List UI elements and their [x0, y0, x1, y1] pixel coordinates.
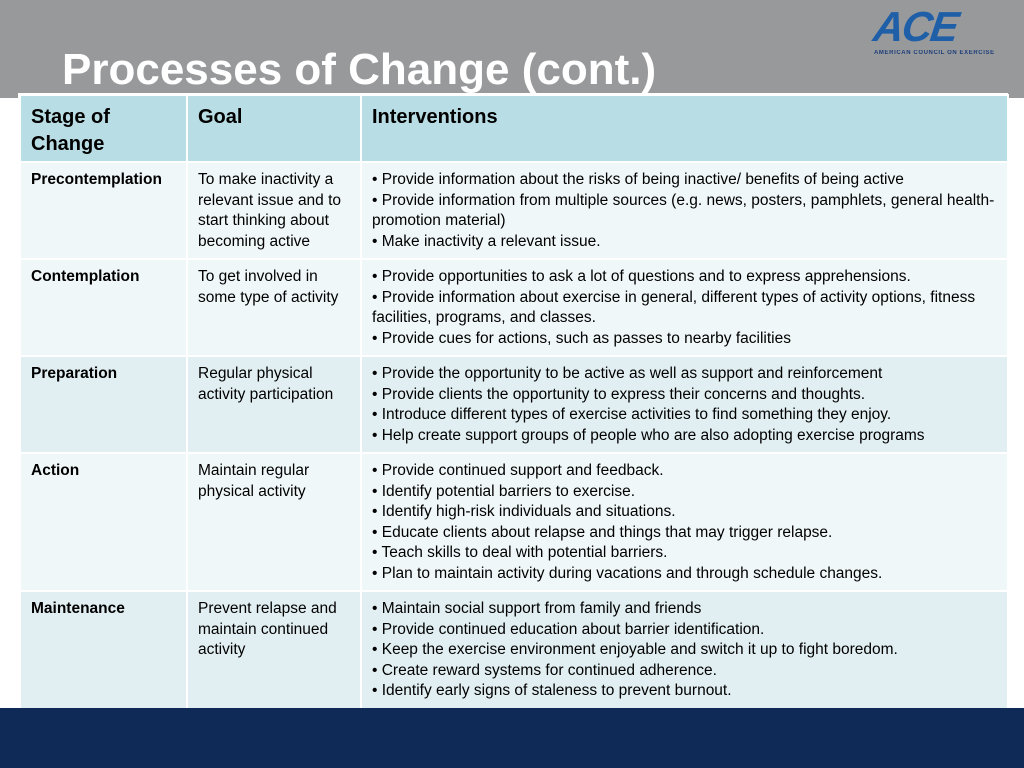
table-row: [20, 259, 1008, 356]
intervention-item: • Keep the exercise environment enjoyable and switch it up to fight boredom.: [372, 641, 898, 658]
goal-cell: Regular physical activity participation: [187, 356, 361, 453]
ace-logo-subtitle: AMERICAN COUNCIL ON EXERCISE: [874, 50, 995, 56]
intervention-item: • Provide information from multiple sources (e.g. news, posters, pamphlets, general health-promotion material): [372, 191, 995, 229]
stage-cell: Maintenance: [20, 591, 187, 709]
intervention-item: • Identify high-risk individuals and situations.: [372, 503, 676, 520]
interventions-cell: [361, 162, 1008, 259]
intervention-item: • Provide cues for actions, such as passes to nearby facilities: [372, 329, 791, 347]
table-header-row: [20, 95, 1008, 162]
stage-cell: Contemplation: [20, 259, 187, 356]
stage-cell: Action: [20, 453, 187, 591]
header-stage-of-change: Stage of Change: [20, 95, 187, 162]
intervention-item: • Provide information about exercise in general, different types of activity options, fitness facilities, programs, and classes.: [372, 288, 976, 326]
interventions-cell: [361, 591, 1008, 709]
slide-title: Processes of Change (cont.): [62, 45, 657, 94]
processes-table-wrapper: [18, 93, 1008, 711]
goal-cell: Prevent relapse and maintain continued activity: [187, 591, 361, 709]
intervention-item: • Create reward systems for continued adherence.: [372, 661, 717, 679]
table-row: [20, 453, 1008, 591]
header-goal: Goal: [187, 95, 361, 162]
intervention-item: • Help create support groups of people who are also adopting exercise programs: [372, 426, 925, 444]
goal-cell: To get involved in some type of activity: [187, 259, 361, 356]
interventions-cell: [361, 259, 1008, 356]
goal-cell: To make inactivity a relevant issue and to start thinking about becoming active: [187, 162, 361, 259]
intervention-item: • Identify early signs of staleness to prevent burnout.: [372, 682, 732, 699]
ace-logo: [870, 3, 1018, 58]
intervention-item: • Plan to maintain activity during vacations and through schedule changes.: [372, 564, 883, 582]
processes-table: [19, 94, 1009, 710]
table-row: [20, 162, 1008, 259]
interventions-cell: [361, 356, 1008, 453]
intervention-item: • Identify potential barriers to exercise.: [372, 482, 636, 500]
intervention-item: • Provide opportunities to ask a lot of questions and to express apprehensions.: [372, 268, 911, 285]
table-row: [20, 591, 1008, 709]
intervention-item: • Educate clients about relapse and things that may trigger relapse.: [372, 523, 833, 541]
intervention-item: • Provide continued education about barrier identification.: [372, 620, 765, 638]
table-row: [20, 356, 1008, 453]
footer-band: [0, 708, 1024, 768]
intervention-item: • Maintain social support from family and friends: [372, 600, 702, 617]
header-interventions: Interventions: [361, 95, 1008, 162]
intervention-item: • Make inactivity a relevant issue.: [372, 232, 601, 250]
intervention-item: • Provide the opportunity to be active as well as support and reinforcement: [372, 365, 883, 382]
stage-cell: Preparation: [20, 356, 187, 453]
goal-cell: Maintain regular physical activity: [187, 453, 361, 591]
ace-logo-text: ACE: [870, 3, 961, 50]
intervention-item: • Provide clients the opportunity to express their concerns and thoughts.: [372, 385, 866, 403]
intervention-item: • Teach skills to deal with potential barriers.: [372, 544, 668, 561]
stage-cell: Precontemplation: [20, 162, 187, 259]
intervention-item: • Provide continued support and feedback.: [372, 462, 664, 479]
interventions-cell: [361, 453, 1008, 591]
intervention-item: • Provide information about the risks of being inactive/ benefits of being active: [372, 171, 904, 188]
ace-logo-wordmark: [870, 3, 1017, 50]
intervention-item: • Introduce different types of exercise activities to find something they enjoy.: [372, 406, 892, 423]
